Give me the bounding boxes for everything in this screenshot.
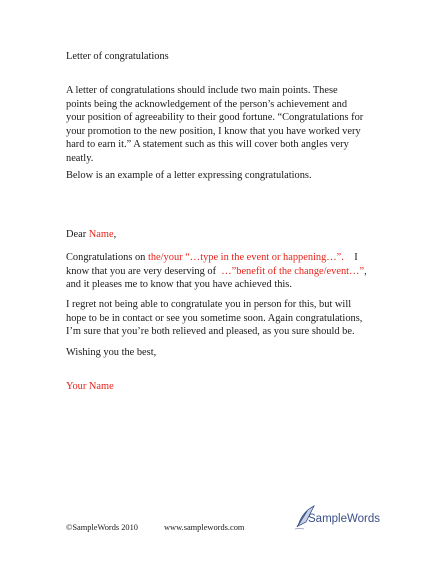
signature: Your Name (66, 381, 114, 392)
example-intro: Below is an example of a letter expressing congratulations. (66, 170, 312, 181)
footer-website-link[interactable]: www.samplewords.com (164, 523, 245, 532)
intro-line: points being the acknowledgement of the person’s achievement and (66, 98, 348, 110)
intro-line: your promotion to the new position, I know that you have worked very (66, 125, 361, 137)
intro-paragraph (66, 84, 396, 166)
intro-line: neatly. (66, 152, 94, 164)
letter-paragraph-2: I regret not being able to congratulate you in person for this, but will hope to be in contact or see you sometime soon. Again congratulations, I’m sure that you’re both relieved and pleased, as you sure should be. (66, 299, 363, 338)
event-placeholder: the/your “…type in the event or happening…”. (147, 252, 344, 263)
footer-copyright: ©SampleWords 2010 (66, 523, 138, 532)
letter-paragraph-1: Congratulations on the/your “…type in the event or happening…”. I know that you are very deserving of …”benefit of the change/event…”, and it pleases me to know that you have achieved this. (66, 252, 367, 291)
closing: Wishing you the best, (66, 347, 157, 358)
recipient-name-placeholder: Name (88, 229, 114, 240)
logo-wordmark: SampleWords (308, 513, 381, 525)
salutation: Dear Name, (66, 229, 117, 240)
document-title: Letter of congratulations (66, 51, 169, 62)
intro-line: hard to earn it.” A statement such as this will cover both angles very (66, 139, 349, 151)
intro-line: A letter of congratulations should include two main points. These (66, 85, 338, 96)
benefit-placeholder: …”benefit of the change/event…” (221, 265, 365, 277)
intro-line: your position of agreeability to their good fortune. “Congratulations for (66, 112, 364, 124)
